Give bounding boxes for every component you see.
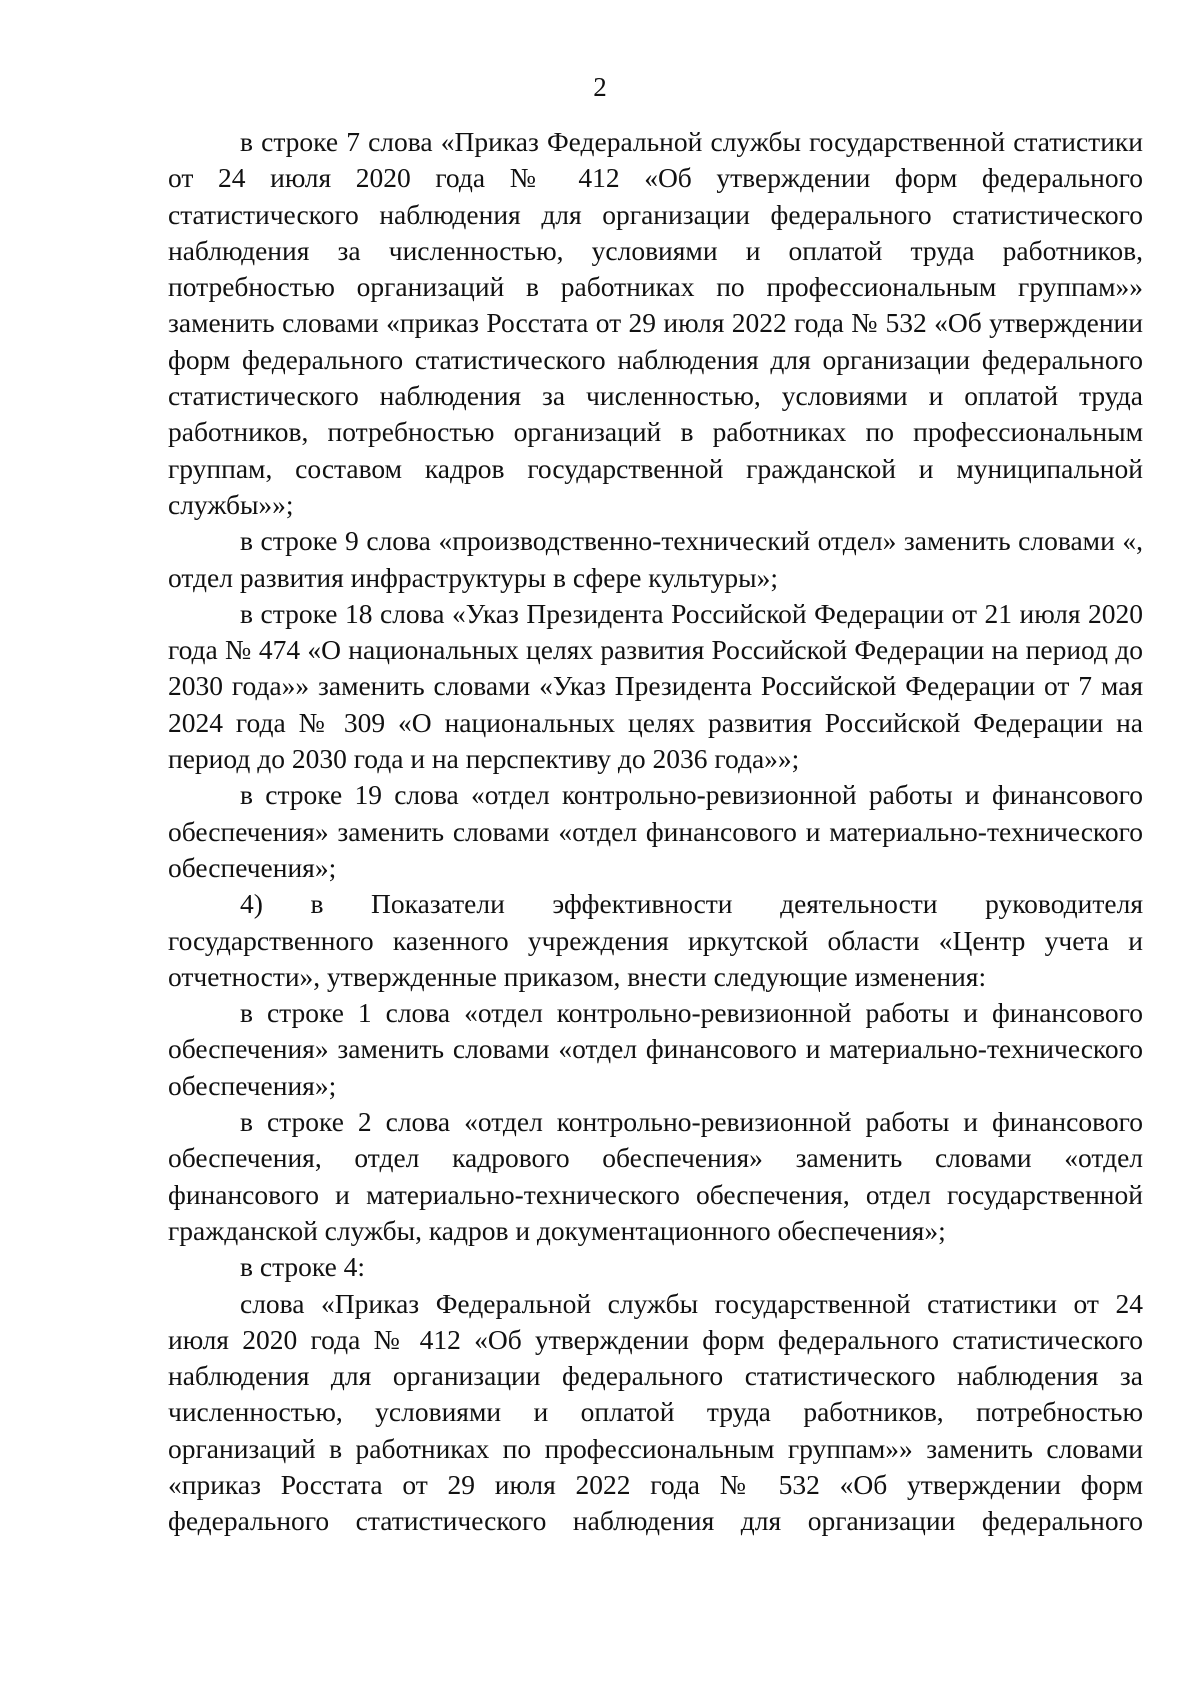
paragraph-line-4-heading: в строке 4: [240, 1251, 366, 1283]
paragraph-line-1: в строке 1 слова «отдел контрольно-ревизионной работы и финансового обеспечения» заменить словами «отдел финансового и материально-технического обеспечения»; [168, 997, 1143, 1101]
paragraph-line-18: в строке 18 слова «Указ Президента Российской Федерации от 21 июля 2020 года № 474 «О национальных целях развития Российской Федерации на период до 2030 года»» заменить словами «Указ Президента Российской Федерации от 7 мая 2024 года № 309 «О национальных целях развития Российской Федерации на период до 2030 года и на перспективу до 2036 года»»; [168, 597, 1143, 775]
document-body [168, 124, 1143, 1540]
page-number: 2 [593, 72, 607, 102]
paragraph-line-4-words: слова «Приказ Федеральной службы государственной статистики от 24 июля 2020 года № 412 «Об утверждении форм федерального статистического наблюдения для организации федерального статистического наблюдения за численностью, условиями и оплатой труда работников, потребностью организаций в работниках по профессиональным группам»» заменить словами «приказ Росстата от 29 июля 2022 года № 532 «Об утверждении форм федерального статистического наблюдения для организации федерального [168, 1287, 1143, 1537]
paragraph-line-2: в строке 2 слова «отдел контрольно-ревизионной работы и финансового обеспечения, отдел кадрового обеспечения» заменить словами «отдел финансового и материально-технического обеспечения, отдел государственной гражданской службы, кадров и документационного обеспечения»; [168, 1106, 1143, 1246]
paragraph-line-19: в строке 19 слова «отдел контрольно-ревизионной работы и финансового обеспечения» заменить словами «отдел финансового и материально-технического обеспечения»; [168, 779, 1143, 883]
paragraph-item-4: 4) в Показатели эффективности деятельности руководителя государственного казенного учреждения иркутской области «Центр учета и отчетности», утвержденные приказом, внести следующие изменения: [168, 888, 1143, 992]
paragraph-line-7: в строке 7 слова «Приказ Федеральной службы государственной статистики от 24 июля 2020 года № 412 «Об утверждении форм федерального статистического наблюдения для организации федерального статистического наблюдения за численностью, условиями и оплатой труда работников, потребностью организаций в работниках по профессиональным группам»» заменить словами «приказ Росстата от 29 июля 2022 года № 532 «Об утверждении форм федерального статистического наблюдения для организации федерального статистического наблюдения за численностью, условиями и оплатой труда работников, потребностью организаций в работниках по профессиональным группам, составом кадров государственной гражданской и муниципальной службы»»; [168, 126, 1143, 520]
paragraph-line-9: в строке 9 слова «производственно-технический отдел» заменить словами «, отдел развития инфраструктуры в сфере культуры»; [168, 525, 1143, 593]
